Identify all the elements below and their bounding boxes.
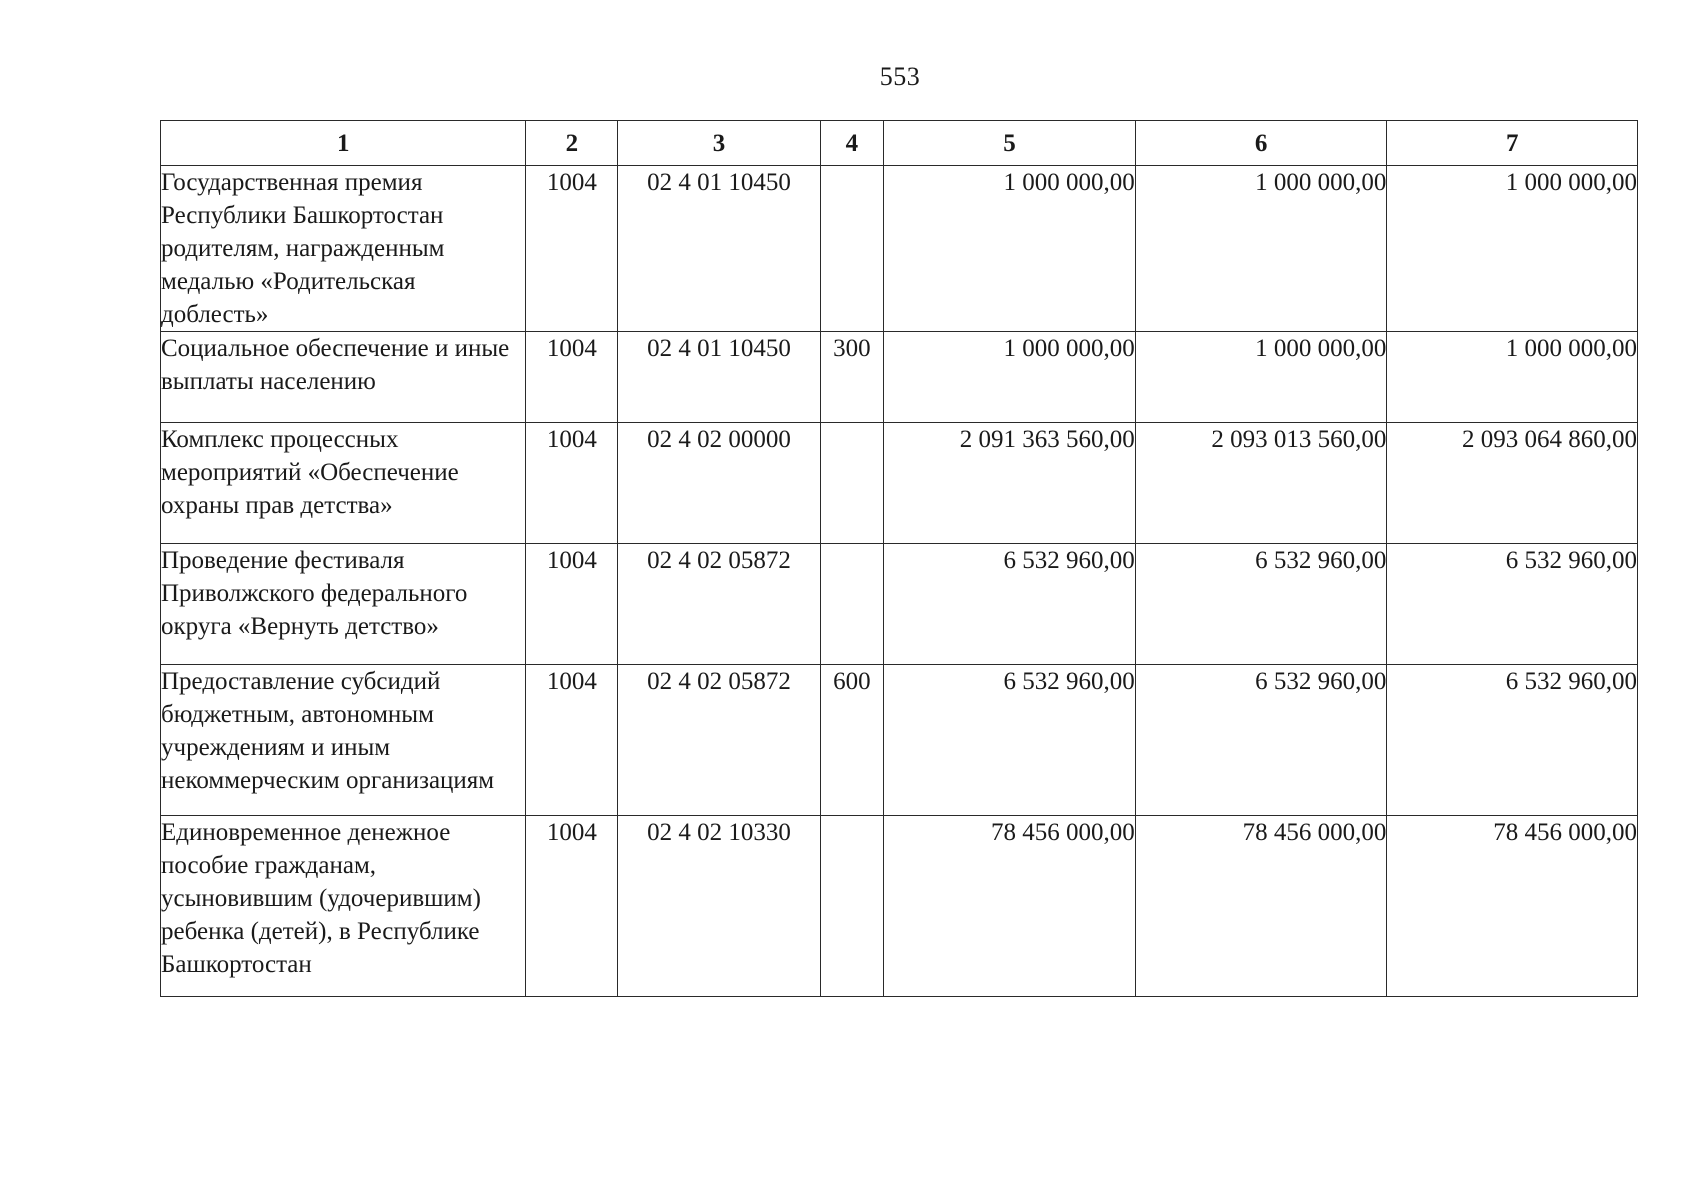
column-header: 3 [618, 121, 820, 166]
row-section: 1004 [526, 332, 618, 423]
column-header: 1 [161, 121, 526, 166]
row-target-article: 02 4 02 05872 [618, 665, 820, 816]
table-row [161, 423, 1638, 544]
row-name: Социальное обеспечение и иные выплаты населению [161, 332, 526, 423]
table-row [161, 665, 1638, 816]
table-row [161, 816, 1638, 997]
row-amount-year3: 6 532 960,00 [1387, 665, 1638, 816]
row-amount-year2: 6 532 960,00 [1135, 544, 1387, 665]
page-number: 553 [879, 62, 921, 91]
row-target-article: 02 4 01 10450 [618, 332, 820, 423]
row-section: 1004 [526, 816, 618, 997]
row-amount-year1: 6 532 960,00 [884, 665, 1136, 816]
row-expense-type [820, 166, 883, 332]
row-amount-year1: 78 456 000,00 [884, 816, 1136, 997]
table-header-row [161, 121, 1638, 166]
row-amount-year1: 1 000 000,00 [884, 166, 1136, 332]
row-amount-year2: 1 000 000,00 [1135, 332, 1387, 423]
row-target-article: 02 4 01 10450 [618, 166, 820, 332]
table-row [161, 332, 1638, 423]
budget-table [160, 120, 1638, 997]
table-row [161, 544, 1638, 665]
row-amount-year3: 2 093 064 860,00 [1387, 423, 1638, 544]
row-expense-type [820, 544, 883, 665]
row-amount-year2: 6 532 960,00 [1135, 665, 1387, 816]
row-target-article: 02 4 02 05872 [618, 544, 820, 665]
row-expense-type: 600 [820, 665, 883, 816]
row-section: 1004 [526, 665, 618, 816]
row-section: 1004 [526, 423, 618, 544]
row-expense-type [820, 423, 883, 544]
row-expense-type [820, 816, 883, 997]
row-name: Проведение фестиваля Приволжского федерального округа «Вернуть детство» [161, 544, 526, 665]
row-section: 1004 [526, 544, 618, 665]
row-name: Предоставление субсидий бюджетным, автономным учреждениям и иным некоммерческим организациям [161, 665, 526, 816]
row-name: Комплекс процессных мероприятий «Обеспечение охраны прав детства» [161, 423, 526, 544]
column-header: 2 [526, 121, 618, 166]
row-amount-year3: 6 532 960,00 [1387, 544, 1638, 665]
row-amount-year1: 6 532 960,00 [884, 544, 1136, 665]
row-amount-year1: 1 000 000,00 [884, 332, 1136, 423]
row-amount-year1: 2 091 363 560,00 [884, 423, 1136, 544]
row-target-article: 02 4 02 00000 [618, 423, 820, 544]
row-amount-year2: 1 000 000,00 [1135, 166, 1387, 332]
row-amount-year2: 78 456 000,00 [1135, 816, 1387, 997]
row-name: Государственная премия Республики Башкортостан родителям, награжденным медалью «Родительская доблесть» [161, 166, 526, 332]
row-amount-year3: 1 000 000,00 [1387, 166, 1638, 332]
row-amount-year3: 78 456 000,00 [1387, 816, 1638, 997]
row-target-article: 02 4 02 10330 [618, 816, 820, 997]
table-row [161, 166, 1638, 332]
row-amount-year3: 1 000 000,00 [1387, 332, 1638, 423]
column-header: 6 [1135, 121, 1387, 166]
column-header: 4 [820, 121, 883, 166]
row-expense-type: 300 [820, 332, 883, 423]
column-header: 5 [884, 121, 1136, 166]
column-header: 7 [1387, 121, 1638, 166]
row-section: 1004 [526, 166, 618, 332]
row-amount-year2: 2 093 013 560,00 [1135, 423, 1387, 544]
row-name: Единовременное денежное пособие гражданам, усыновившим (удочерившим) ребенка (детей), в Республике Башкортостан [161, 816, 526, 997]
